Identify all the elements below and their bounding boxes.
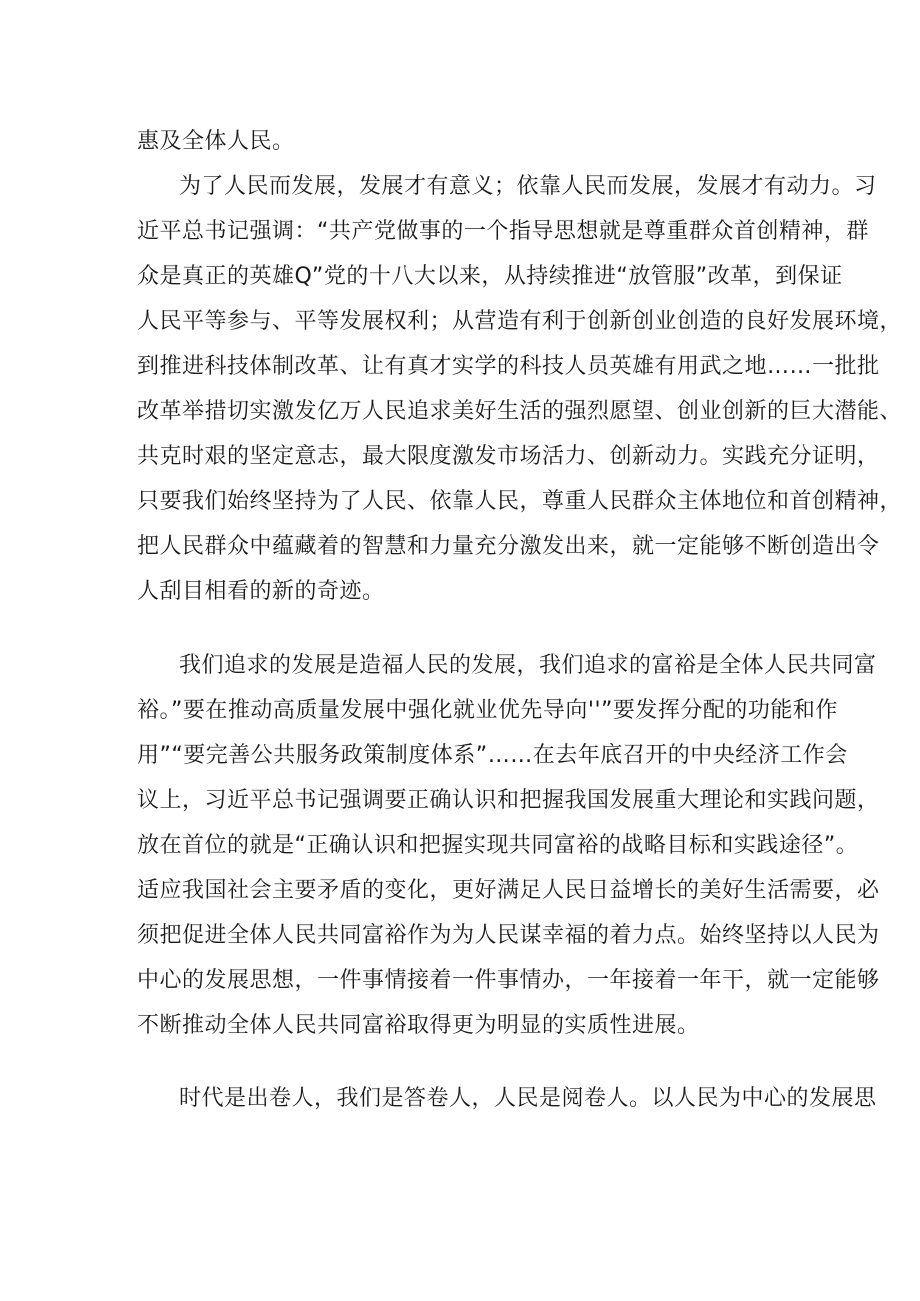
paragraph-3-line-5: 放在首位的就是“正确认识和把握实现共同富裕的战略目标和实践途径”。 [137,833,859,858]
paragraph-2-line-8: 只要我们始终坚持为了人民、依靠人民，尊重人民群众主体地位和首创精神， [137,489,903,514]
paragraph-3-line-2: 裕。”要在推动高质量发展中强化就业优先导向''”要发挥分配的功能和作 [137,698,838,723]
paragraph-2-line-1: 为了人民而发展，发展才有意义；依靠人民而发展，发展才有动力。习 [179,174,877,199]
paragraph-2-line-5: 到推进科技体制改革、让有真才实学的科技人员英雄有用武之地……一批批 [137,354,880,379]
paragraph-2-line-9: 把人民群众中蕴藏着的智慧和力量充分激发出来，就一定能够不断创造出令 [137,534,880,559]
paragraph-3-line-1: 我们追求的发展是造福人民的发展，我们追求的富裕是全体人民共同富 [179,653,877,678]
paragraph-3-line-9: 不断推动全体人民共同富裕取得更为明显的实质性进展。 [137,1013,700,1038]
paragraph-2-line-3: 众是真正的英雄Q”党的十八大以来，从持续推进“放管服”改革，到保证 [137,264,843,289]
paragraph-2-line-10: 人刮目相看的新的奇迹。 [137,579,385,604]
paragraph-3-line-3: 用”“要完善公共服务政策制度体系”……在去年底召开的中央经济工作会 [137,743,848,768]
paragraph-2-line-6: 改革举措切实激发亿万人民追求美好生活的强烈愿望、创业创新的巨大潜能、 [137,399,903,424]
paragraph-3-line-4: 议上，习近平总书记强调要正确认识和把握我国发展重大理论和实践问题， [137,788,880,813]
paragraph-2-line-7: 共克时艰的坚定意志，最大限度激发市场活力、创新动力。实践充分证明， [137,444,880,469]
paragraph-2-line-2: 近平总书记强调：“共产党做事的一个指导思想就是尊重群众首创精神，群 [137,219,869,244]
paragraph-3-line-8: 中心的发展思想，一件事情接着一件事情办，一年接着一年干，就一定能够 [137,968,880,993]
paragraph-4-line-1: 时代是出卷人，我们是答卷人，人民是阅卷人。以人民为中心的发展思 [179,1086,877,1111]
paragraph-3-line-7: 须把促进全体人民共同富裕作为为人民谋幸福的着力点。始终坚持以人民为 [137,923,880,948]
paragraph-3-line-6: 适应我国社会主要矛盾的变化，更好满足人民日益增长的美好生活需要，必 [137,878,880,903]
document-page [137,0,903,1301]
paragraph-1-line-1: 惠及全体人民。 [137,129,295,154]
paragraph-2-line-4: 人民平等参与、平等发展权利；从营造有利于创新创业创造的良好发展环境， [137,309,903,334]
